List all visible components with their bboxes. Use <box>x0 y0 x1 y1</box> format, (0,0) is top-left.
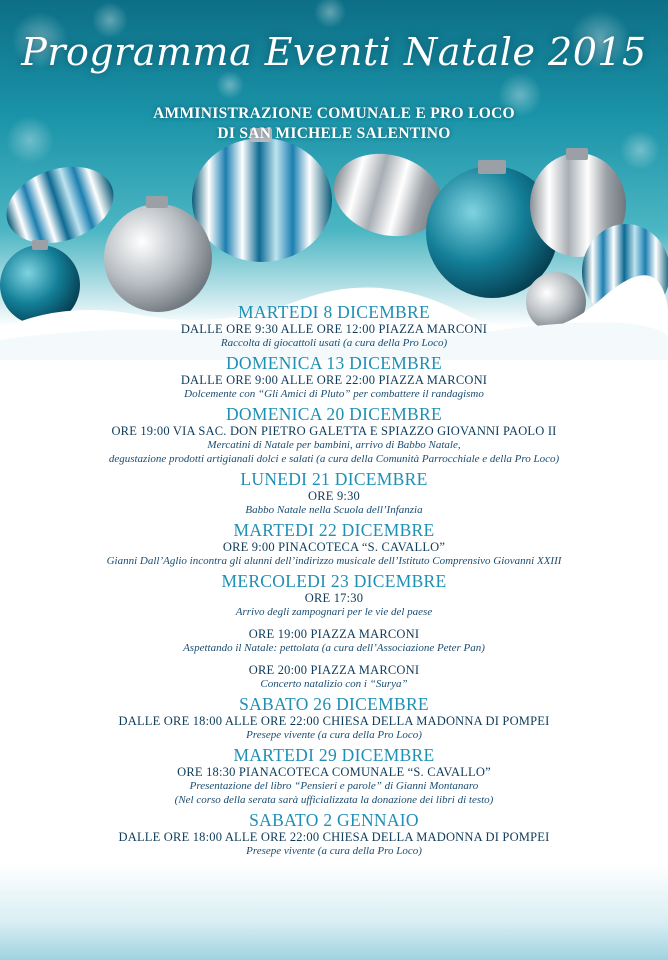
event-day: SABATO 26 DICEMBRE <box>239 694 429 714</box>
event-time: ORE 20:00 PIAZZA MARCONI <box>248 663 420 677</box>
event-item <box>0 746 668 807</box>
subtitle-line-2: DI SAN MICHELE SALENTINO <box>217 125 451 142</box>
event-description: Mercatini di Natale per bambini, arrivo di Babbo Natale, <box>207 439 461 451</box>
event-description: Presepe vivente (a cura della Pro Loco) <box>246 845 422 857</box>
event-description: degustazione prodotti artigianali dolci e salati (a cura della Comunità Parrocchiale e della Pro Loco) <box>108 453 560 465</box>
event-description: Dolcemente con “Gli Amici di Pluto” per combattere il randagismo <box>184 388 484 400</box>
event-time: ORE 18:30 PIANACOTECA COMUNALE “S. CAVALLO” <box>177 765 491 779</box>
event-description: Babbo Natale nella Scuola dell’Infanzia <box>245 504 423 516</box>
subtitle-line-1: AMMINISTRAZIONE COMUNALE E PRO LOCO <box>153 105 515 122</box>
event-description: Presentazione del libro “Pensieri e parole” di Gianni Montanaro <box>189 780 479 792</box>
event-description: Gianni Dall’Aglio incontra gli alunni dell’indirizzo musicale dell’Istituto Comprensivo Giovanni XXIII <box>106 555 562 567</box>
event-item <box>0 695 668 742</box>
event-time: ORE 9:30 <box>308 489 360 503</box>
event-day: MARTEDI 8 DICEMBRE <box>238 302 430 322</box>
event-day: MERCOLEDI 23 DICEMBRE <box>221 571 447 591</box>
event-time: DALLE ORE 18:00 ALLE ORE 22:00 CHIESA DELLA MADONNA DI POMPEI <box>118 714 550 728</box>
event-item <box>0 405 668 466</box>
events-program <box>0 303 668 862</box>
poster-title: Programma Eventi Natale 2015 <box>21 30 647 74</box>
event-time: DALLE ORE 9:00 ALLE ORE 22:00 PIAZZA MARCONI <box>180 373 488 387</box>
event-description: Raccolta di giocattoli usati (a cura della Pro Loco) <box>220 337 448 349</box>
event-item <box>0 572 668 619</box>
event-time: ORE 17:30 <box>304 591 364 605</box>
event-time: DALLE ORE 18:00 ALLE ORE 22:00 CHIESA DELLA MADONNA DI POMPEI <box>118 830 550 844</box>
event-item <box>0 521 668 568</box>
event-day: DOMENICA 13 DICEMBRE <box>225 353 442 373</box>
event-time: DALLE ORE 9:30 ALLE ORE 12:00 PIAZZA MARCONI <box>180 322 488 336</box>
event-day: SABATO 2 GENNAIO <box>249 810 419 830</box>
event-day: LUNEDI 21 DICEMBRE <box>240 469 428 489</box>
event-item <box>0 470 668 517</box>
event-item <box>0 303 668 350</box>
event-item <box>0 663 668 691</box>
event-day: MARTEDI 29 DICEMBRE <box>233 745 435 765</box>
event-day: DOMENICA 20 DICEMBRE <box>225 404 442 424</box>
event-description: Arrivo degli zampognari per le vie del paese <box>235 606 433 618</box>
poster-subtitle <box>0 104 668 144</box>
event-description: Presepe vivente (a cura della Pro Loco) <box>246 729 422 741</box>
event-item <box>0 627 668 655</box>
event-item <box>0 811 668 858</box>
event-time: ORE 19:00 PIAZZA MARCONI <box>248 627 420 641</box>
event-day: MARTEDI 22 DICEMBRE <box>233 520 435 540</box>
event-item <box>0 354 668 401</box>
event-description: Aspettando il Natale: pettolata (a cura dell’Associazione Peter Pan) <box>183 642 485 654</box>
event-description: (Nel corso della serata sarà ufficializzata la donazione dei libri di testo) <box>174 794 494 806</box>
event-time: ORE 19:00 VIA SAC. DON PIETRO GALETTA E SPIAZZO GIOVANNI PAOLO II <box>111 424 557 438</box>
event-description: Concerto natalizio con i “Surya” <box>260 678 408 690</box>
event-time: ORE 9:00 PINACOTECA “S. CAVALLO” <box>222 540 446 554</box>
